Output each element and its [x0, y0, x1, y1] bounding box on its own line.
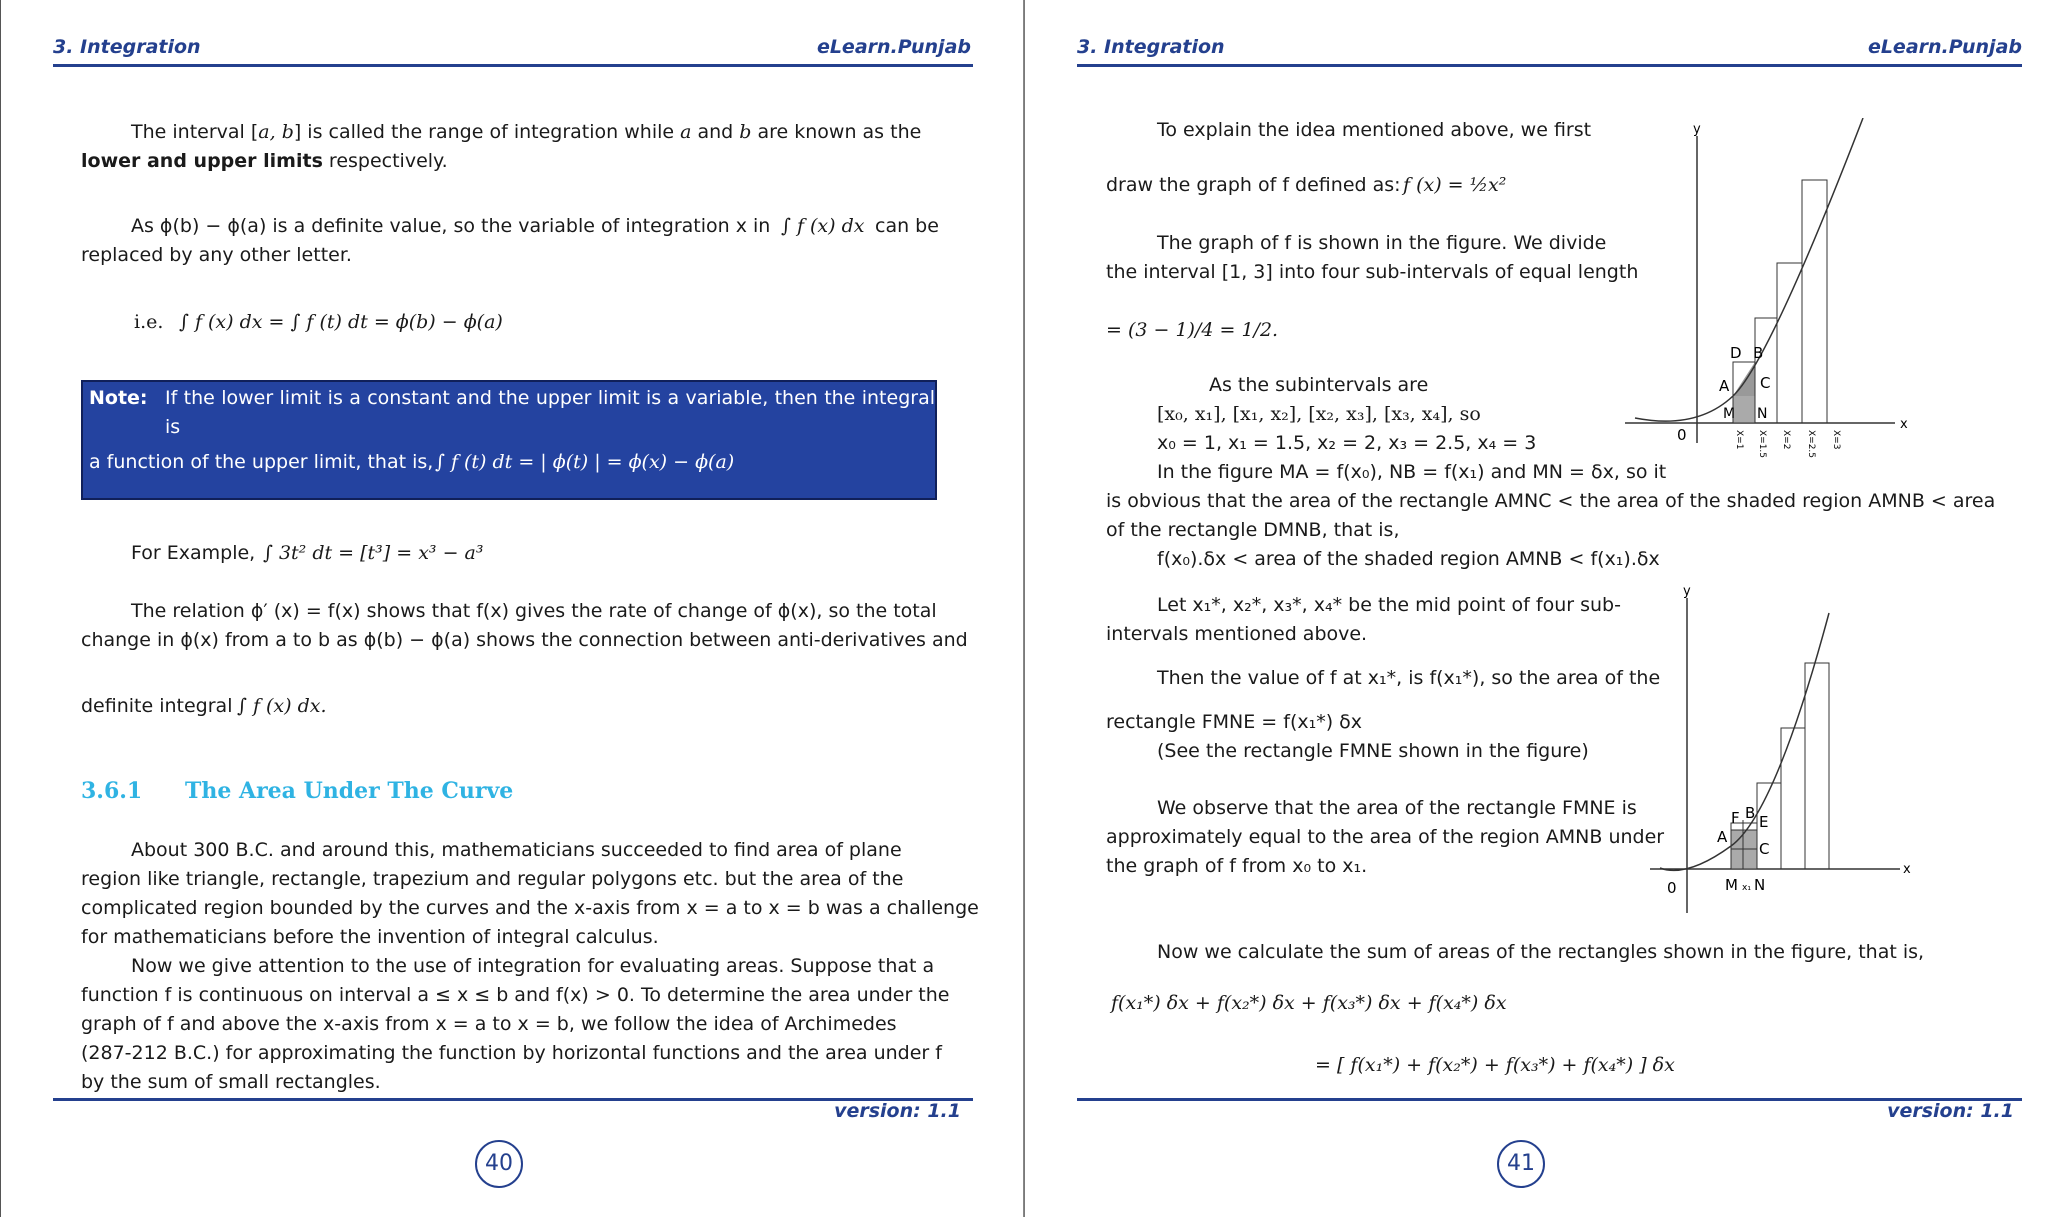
paragraph-interval: The interval [a, b] is called the range of integration while a and b are known as the: [131, 121, 922, 143]
note-formula: ∫ f (t) dt = | ϕ(t) | = ϕ(x) − ϕ(a): [435, 451, 735, 473]
footer-rule: [1077, 1098, 2022, 1101]
fig2-rect-4: [1805, 663, 1829, 869]
fig1-tick-4: X=2.5: [1806, 430, 1816, 458]
fig2-curve: [1660, 613, 1829, 870]
note-line2: a function of the upper limit, that is,: [89, 451, 434, 473]
fig1-label-d: D: [1730, 344, 1742, 362]
fig1-label-c: C: [1760, 374, 1771, 392]
ie-label: i.e.: [134, 311, 164, 333]
fig1-label-a: A: [1719, 377, 1730, 395]
sub-line6: of the rectangle DMNB, that is,: [1106, 519, 1400, 541]
fig1-curve: [1635, 118, 1863, 421]
page-number: 41: [1497, 1140, 1545, 1188]
fig2-label-b: B: [1745, 804, 1756, 822]
fig2-rect-3: [1781, 728, 1805, 869]
sub-line2: [x₀, x₁], [x₁, x₂], [x₂, x₃], [x₃, x₄], so: [1157, 403, 1481, 425]
figure-parabola-subintervals: [1615, 118, 1995, 458]
relation-formula: ∫ f (x) dx.: [237, 695, 327, 717]
area-p2-line1: Now we give attention to the use of integration for evaluating areas. Suppose that a: [131, 955, 935, 977]
header-brand: eLearn.Punjab: [816, 36, 971, 58]
section-title: The Area Under The Curve: [185, 778, 514, 804]
sub-line3: x₀ = 1, x₁ = 1.5, x₂ = 2, x₃ = 2.5, x₄ = 3: [1157, 432, 1537, 454]
then-line1: Then the value of f at x₁*, is f(x₁*), so the area of the: [1157, 667, 1661, 689]
fig2-label-x1: x₁: [1742, 883, 1751, 893]
page-41: [1025, 0, 2048, 1217]
then-line2: rectangle FMNE = f(x₁*) δx: [1106, 711, 1363, 733]
fig1-tick-3: X=2: [1781, 430, 1791, 450]
obs-line2: approximately equal to the area of the region AMNB under: [1106, 826, 1665, 848]
obs-line1: We observe that the area of the rectangle FMNE is: [1157, 797, 1637, 819]
integral-fx: ∫ f (x) dx: [781, 215, 865, 237]
fig1-label-m: M: [1723, 406, 1736, 422]
fig2-x-label: x: [1903, 862, 1911, 877]
explain-line1: To explain the idea mentioned above, we first: [1157, 119, 1592, 141]
header-brand: eLearn.Punjab: [1867, 36, 2022, 58]
area-p2-line3: graph of f and above the x-axis from x = a to x = b, we follow the idea of Archimedes: [81, 1013, 897, 1035]
sub-line4: In the figure MA = f(x₀), NB = f(x₁) and MN = δx, so it: [1157, 461, 1667, 483]
area-p1-line4: for mathematicians before the invention of integral calculus.: [81, 926, 659, 948]
note-line1: If the lower limit is a constant and the upper limit is a variable, then the integral is: [165, 387, 935, 438]
sub-line1: As the subintervals are: [1209, 374, 1429, 396]
page-number: 40: [475, 1140, 523, 1188]
fig2-label-f: F: [1731, 809, 1740, 827]
area-p2-line2: function f is continuous on interval a ≤ x ≤ b and f(x) > 0. To determine the area under the: [81, 984, 950, 1006]
paragraph-interval-cont: lower and upper limits respectively.: [81, 150, 448, 172]
fig2-label-a: A: [1717, 828, 1728, 846]
header-rule: [1077, 64, 2022, 67]
relation-line2: change in ϕ(x) from a to b as ϕ(b) − ϕ(a) shows the connection between anti-derivatives and: [81, 629, 968, 651]
paragraph-definite-b: can be: [875, 215, 939, 237]
fig1-shaded-region: [1733, 362, 1755, 396]
version-label: version: 1.1: [834, 1100, 961, 1122]
fig1-x-label: x: [1900, 417, 1908, 432]
then-line3: (See the rectangle FMNE shown in the figure): [1157, 740, 1589, 762]
sum-line1: Now we calculate the sum of areas of the rectangles shown in the figure, that is,: [1157, 941, 1925, 963]
sub-line5: is obvious that the area of the rectangle AMNC < the area of the shaded region AMNB < area: [1106, 490, 1996, 512]
fig2-origin: 0: [1667, 879, 1677, 897]
section-number: 3.6.1: [81, 778, 143, 804]
fig2-label-c: C: [1759, 840, 1770, 858]
relation-line1: The relation ϕ′ (x) = f(x) shows that f(x) gives the rate of change of ϕ(x), so the total: [131, 600, 937, 622]
note-label: Note:: [89, 387, 148, 409]
sum-formula1: f(x₁*) δx + f(x₂*) δx + f(x₃*) δx + f(x₄*) δx: [1111, 992, 1507, 1014]
note-box: [81, 380, 937, 500]
fig2-label-m: M: [1725, 876, 1738, 894]
relation-line3: definite integral: [81, 695, 233, 717]
fig1-tick-5: X=3: [1831, 430, 1841, 450]
graph-formula: = (3 − 1)/4 = 1/2.: [1106, 319, 1279, 341]
area-p1-line2: region like triangle, rectangle, trapezium and regular polygons etc. but the area of the: [81, 868, 904, 890]
let-line1: Let x₁*, x₂*, x₃*, x₄* be the mid point of four sub-: [1157, 594, 1621, 616]
fig1-tick-2: X=1.5: [1757, 430, 1767, 458]
explain-line2: draw the graph of f defined as:: [1106, 174, 1401, 196]
fig1-rect-3: [1777, 263, 1802, 423]
fig2-y-label: y: [1683, 584, 1691, 599]
paragraph-definite-cont: replaced by any other letter.: [81, 244, 352, 266]
explain-formula: f (x) = ½x²: [1403, 174, 1507, 196]
fig1-label-n: N: [1757, 406, 1768, 422]
header-chapter: 3. Integration: [53, 36, 201, 58]
let-line2: intervals mentioned above.: [1106, 623, 1368, 645]
header-chapter: 3. Integration: [1077, 36, 1225, 58]
fig1-tick-1: X=1: [1734, 430, 1744, 450]
area-p2-line4: (287-212 B.C.) for approximating the function by horizontal functions and the area under f: [81, 1042, 942, 1064]
graph-line2: the interval [1, 3] into four sub-intervals of equal length: [1106, 261, 1639, 283]
example-label: For Example,: [131, 542, 256, 564]
obs-line3: the graph of f from x₀ to x₁.: [1106, 855, 1368, 877]
paragraph-definite: As ϕ(b) − ϕ(a) is a definite value, so the variable of integration x in: [131, 215, 771, 237]
area-p2-line5: by the sum of small rectangles.: [81, 1071, 381, 1093]
fig1-label-b: B: [1753, 344, 1764, 362]
area-p1-line1: About 300 B.C. and around this, mathematicians succeeded to find area of plane: [131, 839, 902, 861]
ie-formula: ∫ f (x) dx = ∫ f (t) dt = ϕ(b) − ϕ(a): [179, 311, 503, 333]
fig1-origin: 0: [1677, 426, 1687, 444]
area-p1-line3: complicated region bounded by the curves and the x-axis from x = a to x = b was a challenge: [81, 897, 979, 919]
fig1-y-label: y: [1693, 122, 1701, 137]
fig2-label-n: N: [1754, 876, 1766, 894]
sub-line7: f(x₀).δx < area of the shaded region AMNB < f(x₁).δx: [1157, 548, 1660, 570]
graph-line1: The graph of f is shown in the figure. We divide: [1157, 232, 1607, 254]
version-label: version: 1.1: [1887, 1100, 2014, 1122]
header-rule: [53, 64, 973, 67]
example-formula: ∫ 3t² dt = [t³] = x³ − a³: [263, 542, 484, 564]
figure-midpoint-rectangles: [1635, 578, 2015, 918]
sum-formula2: = [ f(x₁*) + f(x₂*) + f(x₃*) + f(x₄*) ] δx: [1315, 1054, 1675, 1076]
fig2-label-e: E: [1759, 813, 1769, 831]
fig1-shaded-rect: [1733, 396, 1755, 423]
